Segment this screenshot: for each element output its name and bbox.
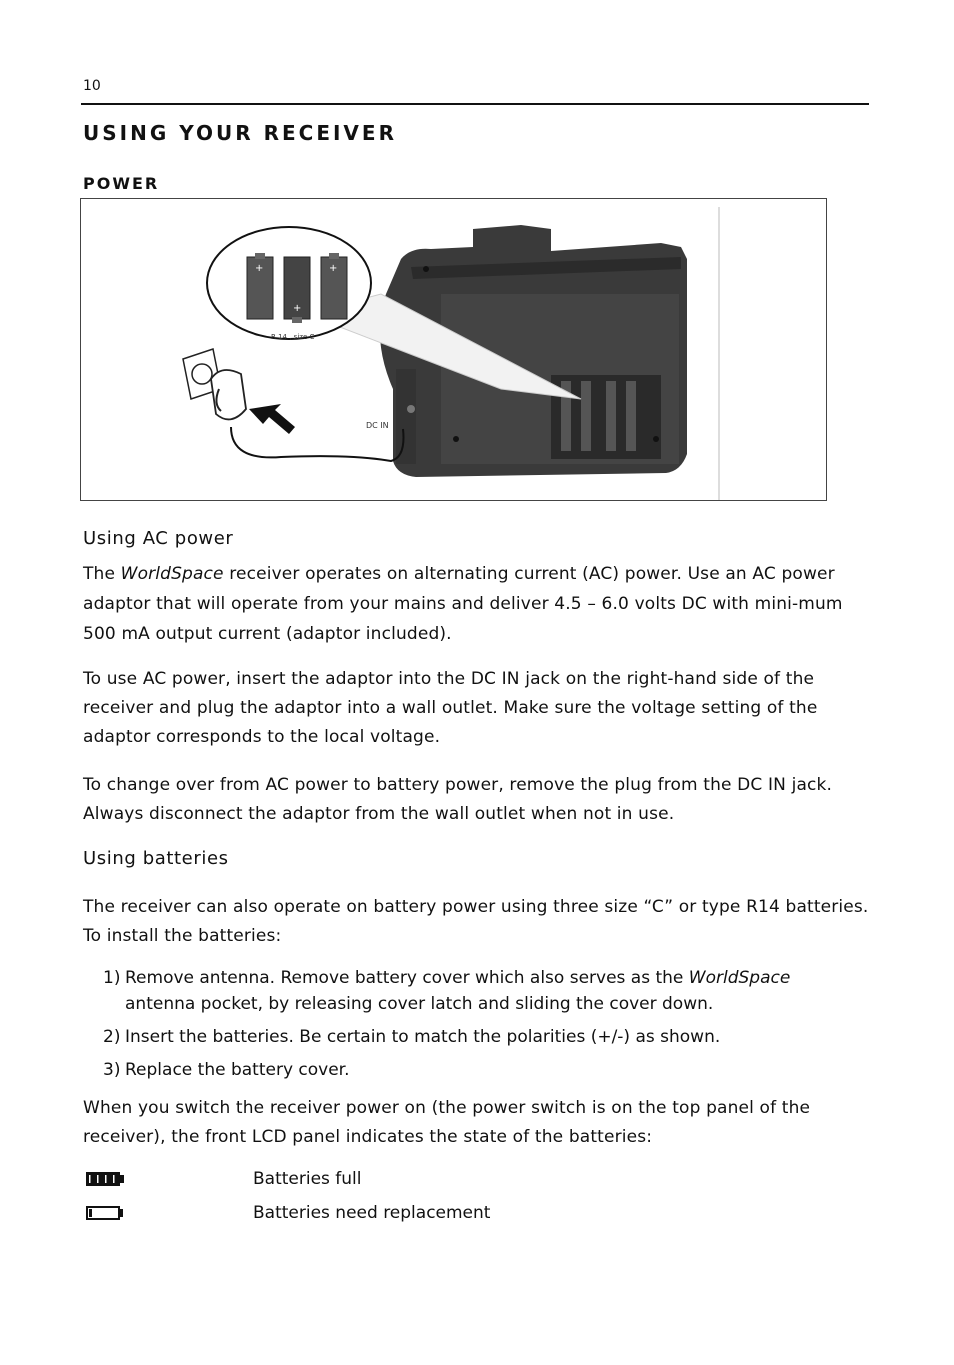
battery-state-label: Batteries need replacement	[253, 1203, 491, 1223]
battery-state-label: Batteries full	[253, 1169, 362, 1189]
svg-text:+: +	[293, 303, 302, 314]
ac-power-paragraph-3: To change over from AC power to battery power, remove the plug from the DC IN jack. Always disconnect the adaptor from the wall outlet when not in use.	[83, 775, 833, 824]
svg-text:+: +	[255, 263, 264, 274]
ac-power-heading: Using AC power	[83, 528, 234, 549]
battery-state-row	[83, 1201, 783, 1225]
section-title: POWER	[83, 174, 160, 193]
svg-text:+: +	[329, 263, 338, 274]
power-illustration	[80, 198, 827, 501]
chapter-title: USING YOUR RECEIVER	[83, 121, 397, 145]
battery-state-row	[83, 1167, 783, 1191]
receiver-illustration	[81, 199, 827, 501]
battery-full-icon	[85, 1170, 127, 1188]
list-item: 3) Replace the battery cover.	[103, 1060, 350, 1080]
brand-name: WorldSpace	[688, 968, 791, 988]
battery-status-intro: When you switch the receiver power on (the power switch is on the top panel of the receiver), the front LCD panel indicates the state of the batteries:	[83, 1098, 811, 1147]
brand-name: WorldSpace	[120, 564, 224, 584]
header-rule	[81, 103, 869, 105]
battery-magnifier	[207, 227, 371, 341]
battery-c-cell-icon	[321, 253, 347, 319]
batteries-intro: The receiver can also operate on battery power using three size “C” or type R14 batteries. To install the batteries:	[83, 897, 869, 946]
dc-in-label: DC IN	[366, 421, 389, 430]
page-number: 10	[83, 78, 101, 94]
list-item: 2) Insert the batteries. Be certain to match the polarities (+/-) as shown.	[103, 1027, 721, 1047]
battery-c-cell-icon	[284, 257, 310, 323]
battery-c-cell-icon	[247, 253, 273, 319]
insert-arrow-icon	[249, 404, 295, 434]
ac-adaptor-icon	[211, 370, 246, 419]
list-item: 1) Remove antenna. Remove battery cover which also serves as the WorldSpace antenna pocket, by releasing cover latch and sliding the cover down.	[103, 968, 791, 1014]
ac-power-paragraph-1: The WorldSpace receiver operates on alternating current (AC) power. Use an AC power adaptor that will operate from your mains and deliver 4.5 – 6.0 volts DC with mini-mum 500 mA output current (adaptor included).	[83, 564, 843, 644]
battery-size-caption: R 14 , size C	[271, 333, 315, 341]
battery-empty-icon	[85, 1204, 127, 1222]
batteries-heading: Using batteries	[83, 848, 229, 869]
ac-power-paragraph-2: To use AC power, insert the adaptor into the DC IN jack on the right-hand side of the receiver and plug the adaptor into a wall outlet. Make sure the voltage setting of the adaptor corresponds to the local voltage.	[83, 669, 818, 747]
